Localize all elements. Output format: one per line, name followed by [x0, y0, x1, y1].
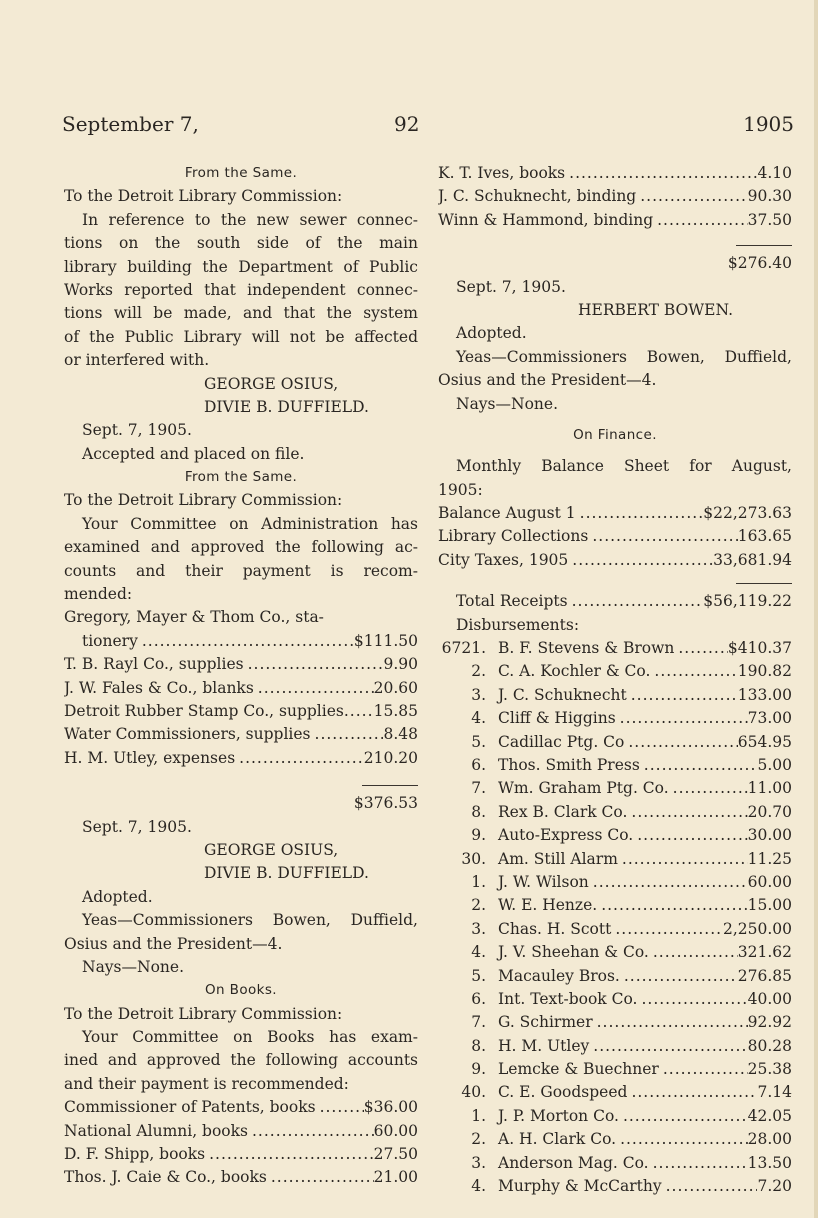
- leader-dots: [649, 1152, 748, 1175]
- total-amount: $276.40: [727, 254, 792, 273]
- paragraph-line: Your Committee on Administration has: [82, 514, 418, 533]
- account-label: J. W. Fales & Co., blanks: [64, 678, 254, 697]
- leader-dots: [244, 653, 384, 676]
- signature: GEORGE OSIUS,: [204, 374, 339, 393]
- payment-amount: 42.05: [747, 1106, 792, 1125]
- page-header: [62, 112, 794, 140]
- yeas-line: Yeas—Commissioners Bowen, Duffield,: [82, 911, 418, 930]
- disbursement-row: [438, 848, 792, 871]
- leader-dots: [138, 630, 354, 653]
- leader-dots: [636, 185, 747, 208]
- signature: HERBERT BOWEN.: [578, 300, 733, 319]
- account-entry: [64, 723, 418, 746]
- payment-amount: 40.00: [747, 989, 792, 1008]
- payment-amount: 11.00: [747, 779, 792, 798]
- payee-label: J. W. Wilson: [498, 872, 589, 891]
- voucher-number: 8.: [471, 802, 486, 821]
- total-receipts-label: Total Receipts: [456, 592, 568, 611]
- disbursement-row: [438, 894, 792, 917]
- book-entry: [438, 209, 792, 232]
- balance-heading-line: Monthly Balance Sheet for August,: [456, 457, 792, 476]
- disbursement-row: [438, 918, 792, 941]
- payment-amount: 25.38: [747, 1060, 792, 1079]
- voucher-number: 30.: [461, 849, 486, 868]
- leader-dots: [254, 677, 374, 700]
- disbursement-row: [438, 1081, 792, 1104]
- account-amount: 9.90: [383, 655, 418, 674]
- payee-label: Cliff & Higgins: [498, 709, 616, 728]
- account-amount: $111.50: [353, 631, 418, 650]
- book-entry: [438, 162, 792, 185]
- salutation: To the Detroit Library Commission:: [64, 187, 343, 206]
- payment-amount: 276.85: [737, 966, 792, 985]
- voucher-number: 1.: [471, 1106, 486, 1125]
- disbursement-row: [438, 684, 792, 707]
- adopted-line: Adopted.: [456, 324, 527, 343]
- leader-dots: [593, 1011, 748, 1034]
- payment-amount: 13.50: [747, 1153, 792, 1172]
- receipt-label: Balance August 1: [438, 504, 576, 523]
- payment-amount: 2,250.00: [722, 919, 792, 938]
- account-label: Water Commissioners, supplies: [64, 725, 311, 744]
- paragraph-line: and their payment is recommended:: [64, 1074, 349, 1093]
- payment-amount: 30.00: [747, 826, 792, 845]
- payee-label: Auto-Express Co.: [498, 826, 634, 845]
- leader-dots: [568, 549, 713, 572]
- voucher-number: 3.: [471, 919, 486, 938]
- leader-dots: [589, 1035, 747, 1058]
- book-label: National Alumni, books: [64, 1121, 248, 1140]
- leader-dots: [650, 660, 737, 683]
- book-label: Winn & Hammond, binding: [438, 210, 654, 229]
- payee-label: G. Schirmer: [498, 1013, 593, 1032]
- payee-label: Macauley Bros.: [498, 966, 620, 985]
- leader-dots: [248, 1120, 374, 1143]
- signature: DIVIE B. DUFFIELD.: [204, 397, 369, 416]
- leader-dots: [616, 707, 748, 730]
- paragraph-line: Your Committee on Books has exam-: [82, 1028, 418, 1047]
- leader-dots: [616, 1128, 748, 1151]
- total-rule: [438, 238, 792, 252]
- disbursement-row: [438, 1011, 792, 1034]
- header-year: 1905: [743, 112, 794, 136]
- payment-amount: 92.92: [747, 1013, 792, 1032]
- total-rule: [438, 576, 792, 590]
- payee-label: W. E. Henze.: [498, 896, 598, 915]
- voucher-number: 40.: [461, 1083, 486, 1102]
- paragraph-line: of the Public Library will not be affected: [64, 327, 418, 346]
- leader-dots: [662, 1175, 758, 1198]
- leader-dots: [637, 988, 747, 1011]
- payment-amount: 28.00: [747, 1130, 792, 1149]
- leader-dots: [597, 894, 747, 917]
- leader-dots: [619, 1105, 748, 1128]
- voucher-number: 1.: [471, 872, 486, 891]
- book-entry: [64, 1166, 418, 1189]
- payee-label: Lemcke & Buechner: [498, 1060, 659, 1079]
- spacer: [438, 447, 792, 455]
- leader-dots: [633, 824, 747, 847]
- disbursement-row: [438, 1152, 792, 1175]
- total-amount: $376.53: [353, 794, 418, 813]
- voucher-number: 7.: [471, 1013, 486, 1032]
- payee-label: Am. Still Alarm: [498, 849, 618, 868]
- disbursement-row: [438, 988, 792, 1011]
- payment-amount: 15.00: [747, 896, 792, 915]
- account-entry: [64, 630, 418, 653]
- nays-line: Nays—None.: [456, 394, 558, 413]
- account-label: tionery: [82, 631, 138, 650]
- account-amount: 210.20: [363, 748, 418, 767]
- receipt-entry: [438, 549, 792, 572]
- book-amount: 37.50: [747, 210, 792, 229]
- payment-amount: 80.28: [747, 1036, 792, 1055]
- leader-dots: [311, 723, 384, 746]
- leader-dots: [659, 1058, 748, 1081]
- disbursement-row: [438, 965, 792, 988]
- receipt-amount: 163.65: [737, 527, 792, 546]
- leader-dots: [611, 918, 723, 941]
- leader-space: [344, 700, 374, 723]
- payee-label: Anderson Mag. Co.: [498, 1153, 649, 1172]
- payee-label: J. C. Schuknecht: [498, 685, 627, 704]
- payment-amount: 7.14: [757, 1083, 792, 1102]
- payee-label: B. F. Stevens & Brown: [498, 639, 675, 658]
- account-entry: [64, 700, 418, 723]
- total-receipts: [438, 590, 792, 613]
- disbursement-row: [438, 754, 792, 777]
- section-heading: From the Same.: [184, 469, 298, 486]
- total-receipts-amount: $56,119.22: [703, 592, 792, 611]
- disbursement-list: [438, 637, 792, 1198]
- leader-dots: [627, 801, 747, 824]
- book-amount: 27.50: [373, 1145, 418, 1164]
- paragraph-line: Works reported that independent connec-: [64, 280, 418, 299]
- leader-dots: [568, 590, 704, 613]
- disbursement-row: [438, 1128, 792, 1151]
- payment-amount: $410.37: [727, 639, 792, 658]
- salutation: To the Detroit Library Commission:: [64, 491, 343, 510]
- yeas-line: Osius and the President—4.: [64, 934, 283, 953]
- right-column: [438, 162, 792, 1198]
- section-heading: From the Same.: [184, 165, 298, 181]
- book-entry: [438, 185, 792, 208]
- payee-label: Chas. H. Scott: [498, 919, 612, 938]
- disbursement-row: [438, 801, 792, 824]
- voucher-number: 6721.: [441, 639, 486, 658]
- voucher-number: 4.: [471, 1177, 486, 1196]
- leader-dots: [624, 731, 737, 754]
- leader-dots: [235, 747, 364, 770]
- book-label: K. T. Ives, books: [438, 164, 566, 182]
- book-entry: [64, 1143, 418, 1166]
- salutation: To the Detroit Library Commission:: [64, 1004, 343, 1023]
- book-entry: [64, 1120, 418, 1143]
- receipt-label: Library Collections: [438, 527, 589, 546]
- payment-amount: 321.62: [737, 943, 792, 962]
- disbursement-row: [438, 777, 792, 800]
- paragraph-line: library building the Department of Public: [64, 257, 418, 276]
- voucher-number: 2.: [471, 896, 486, 915]
- section-heading: On Books.: [205, 982, 277, 999]
- spacer: [438, 416, 792, 424]
- leader-dots: [640, 754, 758, 777]
- payment-amount: 190.82: [737, 662, 792, 681]
- disbursement-row: [438, 1035, 792, 1058]
- disbursement-row: [438, 1058, 792, 1081]
- payee-label: Cadillac Ptg. Co: [498, 732, 625, 751]
- book-label: J. C. Schuknecht, binding: [438, 187, 637, 206]
- header-date: September 7,: [62, 112, 199, 136]
- voucher-number: 9.: [471, 1060, 486, 1079]
- signature: DIVIE B. DUFFIELD.: [204, 864, 369, 883]
- payment-amount: 654.95: [737, 732, 792, 751]
- page-number: 92: [394, 112, 420, 136]
- leader-dots: [205, 1143, 374, 1166]
- book-amount: 21.00: [373, 1168, 418, 1187]
- nays-line: Nays—None.: [82, 957, 184, 976]
- book-amount: 60.00: [373, 1121, 418, 1140]
- disbursement-row: [438, 941, 792, 964]
- book-amount: $36.00: [363, 1098, 418, 1117]
- payee-label: Murphy & McCarthy: [498, 1177, 662, 1196]
- payment-amount: 20.70: [747, 802, 792, 821]
- payee-label: C. A. Kochler & Co.: [498, 662, 651, 681]
- leader-dots: [316, 1096, 364, 1119]
- voucher-number: 3.: [471, 685, 486, 704]
- leader-dots: [565, 162, 757, 185]
- payment-amount: 7.20: [757, 1177, 792, 1196]
- book-amount: 4.10: [757, 164, 792, 182]
- date-line: Sept. 7, 1905.: [82, 421, 192, 440]
- disbursement-row: [438, 1175, 792, 1198]
- account-entry: [64, 747, 418, 770]
- voucher-number: 6.: [471, 755, 486, 774]
- account-entry: [64, 653, 418, 676]
- receipt-label: City Taxes, 1905: [438, 550, 569, 569]
- account-label: Detroit Rubber Stamp Co., supplies: [64, 701, 344, 720]
- book-label: Commissioner of Patents, books: [64, 1098, 316, 1117]
- leader-dots: [620, 965, 738, 988]
- voucher-number: 2.: [471, 1130, 486, 1149]
- account-entry: [64, 677, 418, 700]
- book-entry: [64, 1096, 418, 1119]
- disbursement-row: [438, 637, 792, 660]
- leader-dots: [588, 525, 737, 548]
- paragraph-line: tions on the south side of the main: [64, 234, 418, 253]
- payment-amount: 5.00: [757, 755, 792, 774]
- leader-dots: [576, 502, 704, 525]
- payment-amount: 60.00: [747, 872, 792, 891]
- receipt-amount: $22,273.63: [703, 504, 792, 523]
- paragraph-line: mended:: [64, 585, 133, 604]
- voucher-number: 5.: [471, 732, 486, 751]
- payee-label: C. E. Goodspeed: [498, 1083, 628, 1102]
- book-amount: 90.30: [747, 187, 792, 206]
- voucher-number: 4.: [471, 943, 486, 962]
- payee-label: H. M. Utley: [498, 1036, 590, 1055]
- account-amount: 8.48: [383, 725, 418, 744]
- voucher-number: 7.: [471, 779, 486, 798]
- voucher-number: 5.: [471, 966, 486, 985]
- payee-label: Rex B. Clark Co.: [498, 802, 628, 821]
- leader-dots: [653, 209, 748, 232]
- receipt-amount: 33,681.94: [713, 550, 792, 569]
- yeas-line: Osius and the President—4.: [438, 371, 657, 390]
- disbursement-row: [438, 1105, 792, 1128]
- date-line: Sept. 7, 1905.: [456, 277, 566, 296]
- payee-label: Thos. Smith Press: [498, 755, 640, 774]
- voucher-number: 9.: [471, 826, 486, 845]
- action-line: Accepted and placed on file.: [82, 444, 305, 463]
- voucher-number: 4.: [471, 709, 486, 728]
- paragraph-line: or interfered with.: [64, 351, 210, 370]
- signature: GEORGE OSIUS,: [204, 840, 339, 859]
- account-amount: 20.60: [373, 678, 418, 697]
- yeas-line: Yeas—Commissioners Bowen, Duffield,: [456, 347, 792, 366]
- disbursement-row: [438, 707, 792, 730]
- account-label: T. B. Rayl Co., supplies: [64, 655, 244, 674]
- paragraph-line: examined and approved the following ac-: [64, 538, 418, 557]
- paragraph-line: counts and their payment is recom-: [64, 561, 418, 580]
- payee-label: A. H. Clark Co.: [498, 1130, 617, 1149]
- payee-label: Int. Text-book Co.: [498, 989, 638, 1008]
- voucher-number: 6.: [471, 989, 486, 1008]
- receipt-entry: [438, 502, 792, 525]
- page-edge: [814, 0, 818, 1218]
- account-line: Gregory, Mayer & Thom Co., sta-: [64, 608, 324, 627]
- left-column: [64, 162, 418, 1190]
- disbursement-row: [438, 660, 792, 683]
- leader-dots: [627, 1081, 757, 1104]
- payee-label: J. V. Sheehan & Co.: [498, 943, 649, 962]
- voucher-number: 8.: [471, 1036, 486, 1055]
- disbursement-row: [438, 871, 792, 894]
- date-line: Sept. 7, 1905.: [82, 817, 192, 836]
- disbursement-row: [438, 824, 792, 847]
- leader-dots: [589, 871, 748, 894]
- disbursements-label: Disbursements:: [456, 615, 580, 634]
- paragraph-line: tions will be made, and that the system: [64, 304, 418, 323]
- paragraph-line: In reference to the new sewer connec-: [82, 210, 418, 229]
- disbursement-row: [438, 731, 792, 754]
- book-label: D. F. Shipp, books: [64, 1145, 206, 1164]
- payee-label: J. P. Morton Co.: [498, 1106, 619, 1125]
- paragraph-line: ined and approved the following accounts: [64, 1051, 418, 1070]
- leader-dots: [649, 941, 738, 964]
- account-label: H. M. Utley, expenses: [64, 748, 236, 767]
- payment-amount: 133.00: [737, 685, 792, 704]
- receipt-entry: [438, 525, 792, 548]
- payee-label: Wm. Graham Ptg. Co.: [498, 779, 669, 798]
- leader-dots: [618, 848, 748, 871]
- total-rule: [64, 778, 418, 792]
- adopted-line: Adopted.: [82, 887, 153, 906]
- account-amount: 15.85: [373, 701, 418, 720]
- leader-dots: [669, 777, 748, 800]
- leader-dots: [627, 684, 738, 707]
- voucher-number: 2.: [471, 662, 486, 681]
- balance-heading-line: 1905:: [438, 480, 483, 499]
- section-heading: On Finance.: [573, 426, 657, 443]
- payment-amount: 73.00: [747, 709, 792, 728]
- leader-dots: [674, 637, 728, 660]
- payment-amount: 11.25: [747, 849, 792, 868]
- leader-dots: [267, 1166, 374, 1189]
- book-label: Thos. J. Caie & Co., books: [64, 1168, 267, 1187]
- voucher-number: 3.: [471, 1153, 486, 1172]
